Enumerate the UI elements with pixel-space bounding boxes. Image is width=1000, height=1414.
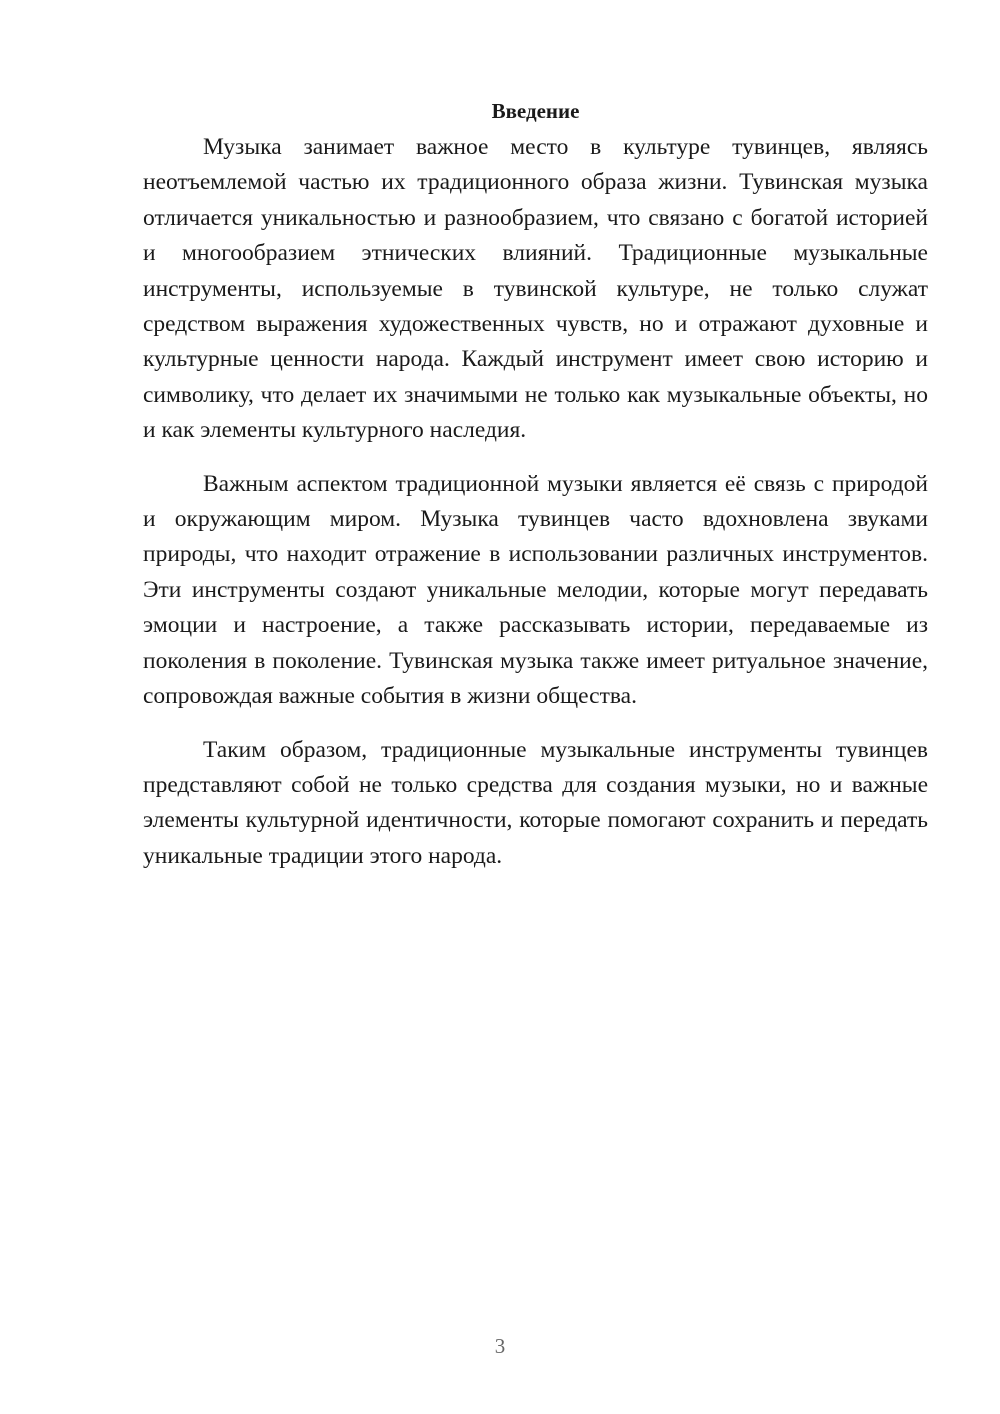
page-number: 3 bbox=[494, 1334, 506, 1358]
section-title: Введение bbox=[491, 99, 580, 123]
paragraph-intro: Музыка занимает важное место в культуре тувинцев, являясь неотъемлемой частью их традиционного образа жизни. Тувинская музыка отличается уникальностью и разнообразием, что связано с богатой историей и многообразием этнических влияний. Традиционные музыкальные инструменты, используемые в тувинской культуре, не только служат средством выражения художественных чувств, но и отражают духовные и культурные ценности народа. Каждый инструмент имеет свою историю и символику, что делает их значимыми не только как музыкальные объекты, но и как элементы культурного наследия. bbox=[143, 134, 928, 444]
paragraph-conclusion: Таким образом, традиционные музыкальные инструменты тувинцев представляют собой не только средства для создания музыки, но и важные элементы культурной идентичности, которые помогают сохранить и передать уникальные традиции этого народа. bbox=[143, 736, 928, 869]
page-content bbox=[143, 96, 928, 892]
paragraph-nature: Важным аспектом традиционной музыки является её связь с природой и окружающим миром. Музыка тувинцев часто вдохновлена звуками природы, что находит отражение в использовании различных инструментов. Эти инструменты создают уникальные мелодии, которые могут передавать эмоции и настроение, а также рассказывать истории, передаваемые из поколения в поколение. Тувинская музыка также имеет ритуальное значение, сопровождая важные события в жизни общества. bbox=[143, 470, 928, 710]
